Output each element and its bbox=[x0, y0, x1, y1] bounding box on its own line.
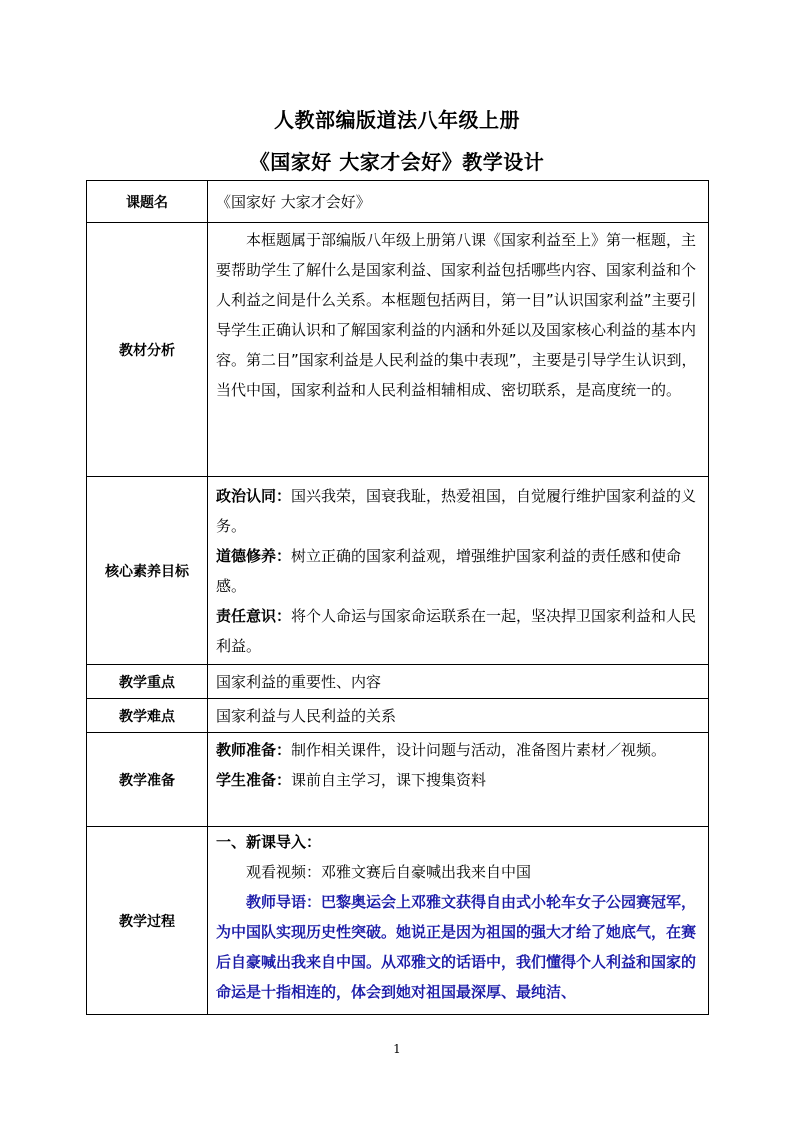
label-topic: 课题名 bbox=[87, 181, 208, 223]
label-analysis: 教材分析 bbox=[87, 223, 208, 477]
value-difficulties: 国家利益与人民利益的关系 bbox=[208, 699, 709, 733]
goal-text: 将个人命运与国家命运联系在一起，坚决捍卫国家利益和人民利益。 bbox=[216, 607, 697, 655]
prep-key: 教师准备： bbox=[216, 741, 292, 759]
table-row-key-points bbox=[87, 665, 709, 699]
table-row-difficulties bbox=[87, 699, 709, 733]
goal-key: 道德修养： bbox=[216, 547, 292, 565]
prep-key: 学生准备： bbox=[216, 771, 292, 789]
table-row-goals bbox=[87, 477, 709, 665]
goal-responsibility bbox=[216, 601, 702, 661]
teacher-guide bbox=[216, 887, 702, 1007]
prep-text: 课前自主学习，课下搜集资料 bbox=[291, 771, 487, 789]
page-number: 1 bbox=[393, 1042, 401, 1056]
label-goals: 核心素养目标 bbox=[87, 477, 208, 665]
value-topic: 《国家好 大家才会好》 bbox=[208, 181, 709, 223]
goal-text: 国兴我荣，国衰我耻，热爱祖国，自觉履行维护国家利益的义务。 bbox=[216, 487, 697, 535]
lesson-plan-table bbox=[86, 180, 709, 1015]
label-key-points: 教学重点 bbox=[87, 665, 208, 699]
section-title: 一、新课导入： bbox=[216, 833, 322, 851]
table-row-topic bbox=[87, 181, 709, 223]
process-content bbox=[216, 827, 702, 1013]
label-process: 教学过程 bbox=[87, 827, 208, 1015]
goal-key: 政治认同： bbox=[216, 487, 292, 505]
goal-text: 树立正确的国家利益观，增强维护国家利益的责任感和使命感。 bbox=[216, 547, 682, 595]
analysis-text: 本框题属于部编版八年级上册第八课《国家利益至上》第一框题，主要帮助学生了解什么是国家利益、国家利益包括哪些内容、国家利益和个人利益之间是什么关系。本框题包括两目，第一目”认识国家利益”主要引导学生正确认识和了解国家利益的内涵和外延以及国家核心利益的基本内容。第二目”国家利益是人民利益的集中表现”，主要是引导学生认识到，当代中国，国家利益和人民利益相辅相成、密切联系，是高度统一的。 bbox=[216, 231, 697, 399]
goal-key: 责任意识： bbox=[216, 607, 292, 625]
value-key-points: 国家利益的重要性、内容 bbox=[208, 665, 709, 699]
student-preparation bbox=[216, 765, 702, 795]
label-preparation: 教学准备 bbox=[87, 733, 208, 827]
guide-text: 巴黎奥运会上邓雅文获得自由式小轮车女子公园赛冠军，为中国队实现历史性突破。她说正是因为祖国的强大才给了她底气，在赛后自豪喊出我来自中国。从邓雅文的话语中，我们懂得个人利益和国家的命运是十指相连的，体会到她对祖国最深厚、最纯洁、 bbox=[216, 893, 697, 1001]
table-row-analysis bbox=[87, 223, 709, 477]
document-subtitle: 《国家好 大家才会好》教学设计 bbox=[249, 150, 545, 174]
prep-text: 制作相关课件，设计问题与活动，准备图片素材／视频。 bbox=[291, 741, 667, 759]
table-row-preparation bbox=[87, 733, 709, 827]
video-line: 观看视频：邓雅文赛后自豪喊出我来自中国 bbox=[246, 863, 532, 881]
guide-key: 教师导语： bbox=[246, 893, 322, 911]
goal-moral bbox=[216, 541, 702, 601]
teacher-preparation bbox=[216, 735, 702, 765]
document-title: 人教部编版道法八年级上册 bbox=[274, 108, 520, 132]
goal-political bbox=[216, 481, 702, 541]
label-difficulties: 教学难点 bbox=[87, 699, 208, 733]
table-row-process bbox=[87, 827, 709, 1015]
